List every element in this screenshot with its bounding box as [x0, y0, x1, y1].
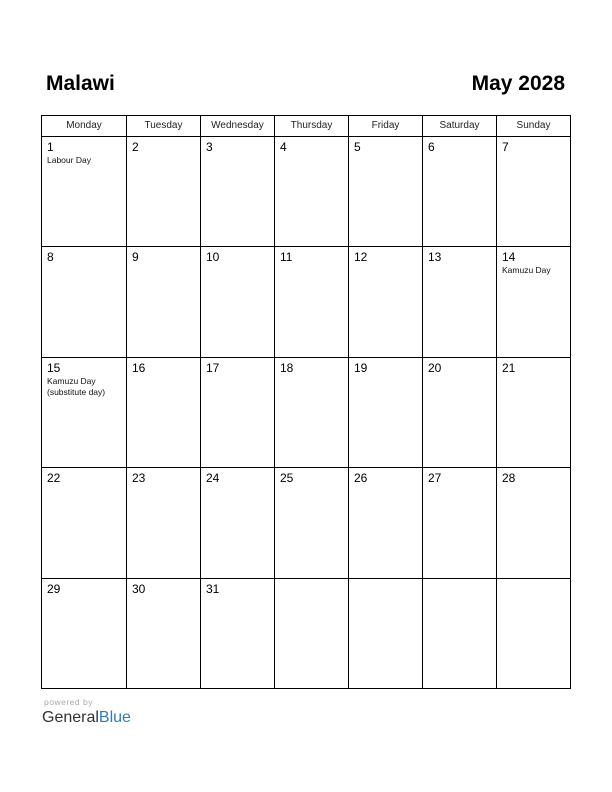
day-number: 20	[428, 360, 442, 375]
day-cell	[497, 579, 571, 689]
day-cell	[201, 247, 275, 357]
day-cell	[275, 247, 349, 357]
day-number: 13	[428, 250, 442, 265]
day-number: 1	[47, 140, 54, 154]
day-number: 11	[280, 250, 293, 265]
day-cell	[127, 247, 201, 357]
day-number: 28	[502, 471, 516, 486]
month-title: May 2028	[471, 72, 565, 95]
holiday-label: Kamuzu Day (substitute day)	[47, 375, 106, 397]
day-number: 21	[502, 360, 516, 375]
day-cell	[423, 137, 497, 247]
powered-by-label: powered by	[44, 697, 93, 707]
weekday-tuesday: Tuesday	[127, 116, 201, 137]
day-number: 6	[428, 140, 435, 154]
day-cell	[423, 247, 497, 357]
generalblue-branding	[42, 697, 131, 728]
day-cell	[127, 358, 201, 468]
weekday-sunday: Sunday	[497, 116, 571, 137]
day-cell	[201, 358, 275, 468]
logo-blue-text: Blue	[98, 709, 131, 726]
day-number: 9	[132, 250, 139, 265]
day-cell	[497, 358, 571, 468]
weekday-monday: Monday	[42, 116, 127, 137]
day-number: 8	[47, 250, 54, 265]
day-cell	[423, 358, 497, 468]
day-cell	[349, 358, 423, 468]
day-number: 27	[428, 471, 442, 486]
generalblue-logo	[42, 708, 131, 728]
calendar-table	[41, 115, 571, 689]
day-grid	[42, 137, 571, 689]
day-cell	[423, 468, 497, 578]
day-number: 18	[280, 360, 294, 375]
day-number: 30	[132, 581, 146, 596]
day-number: 12	[354, 250, 368, 265]
day-cell	[275, 579, 349, 689]
weekday-friday: Friday	[349, 116, 423, 137]
day-number: 17	[206, 360, 220, 375]
day-number: 4	[280, 140, 287, 154]
day-number: 26	[354, 471, 368, 486]
day-cell	[201, 579, 275, 689]
day-cell	[275, 358, 349, 468]
day-cell	[275, 468, 349, 578]
day-cell	[349, 468, 423, 578]
day-cell	[42, 247, 127, 357]
day-number: 22	[47, 471, 61, 486]
day-number: 14	[502, 250, 516, 265]
day-number: 23	[132, 471, 146, 486]
day-cell	[349, 137, 423, 247]
weekday-wednesday: Wednesday	[201, 116, 275, 137]
logo-general-text: General	[42, 709, 99, 726]
day-number: 15	[47, 360, 61, 375]
day-cell	[127, 137, 201, 247]
day-number: 29	[47, 581, 61, 596]
holiday-label: Labour Day	[47, 155, 91, 165]
day-number: 25	[280, 471, 294, 486]
day-number: 16	[132, 360, 146, 375]
day-number: 3	[206, 140, 213, 154]
day-cell	[349, 247, 423, 357]
country-title: Malawi	[46, 72, 115, 95]
day-cell	[127, 579, 201, 689]
day-cell	[497, 468, 571, 578]
day-number: 5	[354, 140, 361, 154]
day-cell	[42, 579, 127, 689]
day-number: 24	[206, 471, 220, 486]
weekday-thursday: Thursday	[275, 116, 349, 137]
day-cell	[127, 468, 201, 578]
day-cell	[275, 137, 349, 247]
day-cell	[497, 247, 571, 357]
day-cell	[201, 468, 275, 578]
weekday-header-row	[42, 116, 571, 137]
day-cell	[42, 358, 127, 468]
day-number: 31	[206, 581, 220, 596]
day-number: 7	[502, 140, 509, 154]
day-cell	[42, 137, 127, 247]
day-cell	[349, 579, 423, 689]
weekday-saturday: Saturday	[423, 116, 497, 137]
day-number: 10	[206, 250, 220, 265]
day-number: 2	[132, 140, 139, 154]
holiday-label: Kamuzu Day	[502, 265, 551, 276]
day-number: 19	[354, 360, 368, 375]
day-cell	[423, 579, 497, 689]
day-cell	[497, 137, 571, 247]
day-cell	[42, 468, 127, 578]
day-cell	[201, 137, 275, 247]
